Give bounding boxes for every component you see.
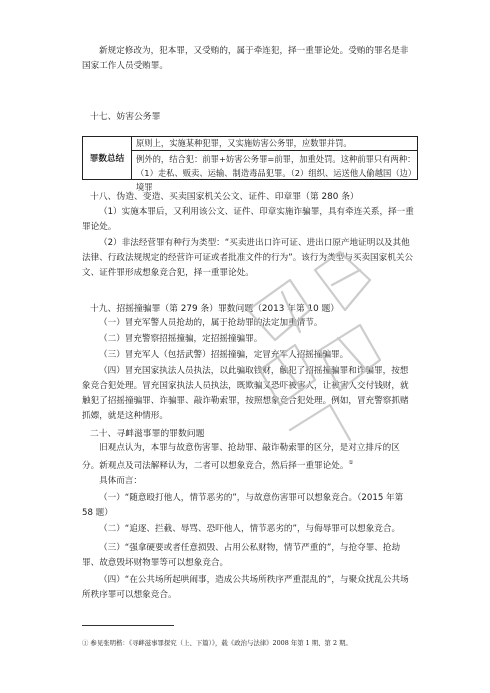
intro-paragraph: 新规定修改为，犯本罪，又受贿的，属于牵连犯，择一重罪论处。受贿的罪名是非国家工作人员受贿罪。: [82, 46, 409, 71]
section-18-paragraph-1: （1）实施本罪后，又利用该公文、证件、印章实施诈骗罪，具有牵连关系，择一重罪论处。: [82, 207, 414, 232]
summary-label: 罪数总结: [83, 137, 132, 179]
footnote-marker: ①: [348, 460, 354, 466]
footnote-divider: [82, 625, 174, 626]
section-18-paragraph-2: （2）非法经营罪有种行为类型：“买卖进出口许可证、进出口原产地证明以及其他法律、行政法规规定的经营许可证或者批准文件的行为”。该行为类型与买卖国家机关公文、证件罪形成想象竞合犯，择一重罪论处。: [82, 238, 414, 278]
section-20-heading: 二十、寻衅滋事罪的罪数问题: [90, 429, 205, 439]
summary-rule-exception: 例外的，结合犯：前罪+妨害公务罪=前罪，加重处罚。这种前罪只有两种：（1）走私、贩卖、运输、制造毒品犯罪。（2）组织、运送他人偷越国（边）境罪: [136, 154, 417, 192]
section-20-paragraph: 旧观点认为，本罪与故意伤害罪、抢劫罪、敲诈勒索罪的区分，是对立排斥的区分。新观点及司法解释认为，二者可以想象竞合，然后择一重罪论处。①: [82, 443, 400, 471]
section-19-item-4: （四）冒充国家执法人员执法，以此骗取钱财，触犯了招摇撞骗罪和诈骗罪，按想象竞合犯处理。冒充国家执法人员执法，既欺骗又恐吓被害人，让被害人交付钱财，就触犯了招摇撞骗罪、诈骗罪、敲诈勒索罪，按照想象竞合犯处理。例如，冒充警察抓赌抓嫖，就是这种情形。: [82, 366, 409, 421]
section-20-item-2: （二）“追逐、拦截、辱骂、恐吓他人，情节恶劣的”，与侮辱罪可以想象竞合。: [99, 524, 401, 534]
section-20-lead: 具体而言：: [99, 476, 142, 486]
section-18-heading: 十八、伪造、变造、买卖国家机关公文、证件、印章罪（第 280 条）: [90, 192, 359, 202]
section-20-item-1: （一）“随意殴打他人，情节恶劣的”，与故意伤害罪可以想象竞合。（2015 年第 58 题）: [82, 493, 404, 518]
summary-rule-principle: 原则上，实施某种犯罪，又实施妨害公务罪，应数罪并罚。: [131, 137, 417, 151]
section-19-item-3: （三）冒充军人（包括武警）招摇撞骗，定冒充军人招摇撞骗罪。: [99, 350, 349, 360]
section-19-item-2: （二）冒充警察招摇撞骗，定招摇撞骗罪。: [99, 334, 263, 344]
footnote: ① 参见张明楷：《寻衅滋事罪探究（上、下篇）》，载《政治与法律》2008 年第 1 期、第 2 期。: [82, 639, 352, 648]
section-19-item-1: （一）冒充军警人员抢劫的，属于抢劫罪的法定加重情节。: [99, 318, 323, 328]
section-17-heading: 十七、妨害公务罪: [90, 112, 161, 122]
section-20-item-3: （三）“强拿硬要或者任意损毁、占用公私财物，情节严重的”，与抢夺罪、抢劫罪、故意毁坏财物罪等可以想象竞合。: [82, 543, 401, 568]
summary-table: [82, 136, 418, 192]
section-20-item-4: （四）“在公共场所起哄闹事，造成公共场所秩序严重混乱的”，与聚众扰乱公共场所秩序罪可以想象竞合。: [82, 575, 409, 600]
section-19-heading: 十九、招摇撞骗罪（第 279 条）罪数问题（2013 年第 10 题）: [90, 304, 340, 314]
